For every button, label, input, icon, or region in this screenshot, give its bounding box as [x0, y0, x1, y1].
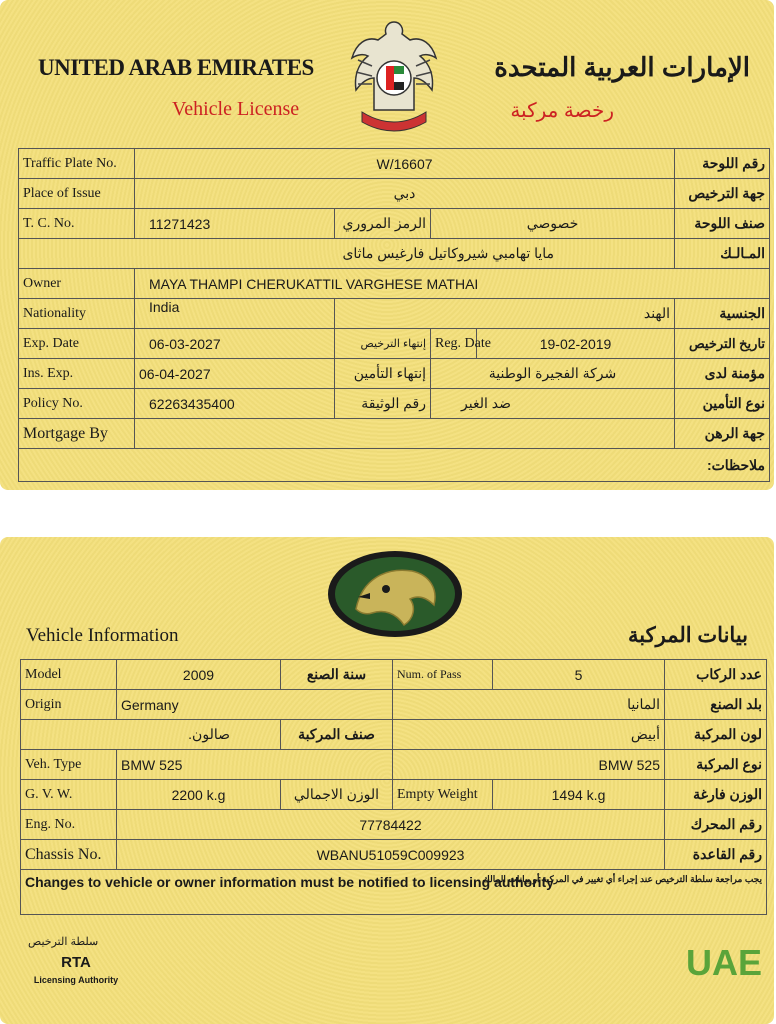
- vehicle-type-label-ar: نوع المركبة: [665, 750, 767, 780]
- insurance-type-label-ar: نوع التأمين: [675, 389, 770, 419]
- table-row: [21, 660, 767, 690]
- mortgage-label-en: Mortgage By: [19, 419, 135, 449]
- traffic-code-label-ar: الرمز المروري: [335, 209, 431, 239]
- vehicle-info-title-ar: بيانات المركبة: [628, 624, 748, 647]
- nationality-value: India: [135, 299, 335, 329]
- num-pass-label-en: Num. of Pass: [393, 660, 493, 690]
- authority-abbrev: RTA: [61, 954, 91, 971]
- table-row: [21, 810, 767, 840]
- license-title-en: Vehicle License: [172, 98, 300, 120]
- vehicle-type-value-right: BMW 525: [393, 750, 665, 780]
- mortgage-value: [135, 419, 675, 449]
- table-row: [21, 870, 767, 915]
- ins-exp-label-en: Ins. Exp.: [19, 359, 135, 389]
- colour-value: أبيض: [393, 720, 665, 750]
- vehicle-info-title-en: Vehicle Information: [26, 625, 179, 646]
- plate-label-en: Traffic Plate No.: [19, 149, 135, 179]
- table-row: [19, 389, 770, 419]
- owner-label-ar: المـالـك: [675, 239, 770, 269]
- country-code: UAE: [685, 942, 762, 983]
- empty-weight-label-en: Empty Weight: [393, 780, 493, 810]
- tc-label-en: T. C. No.: [19, 209, 135, 239]
- table-row: [19, 419, 770, 449]
- table-row: [19, 269, 770, 299]
- table-row: [19, 359, 770, 389]
- vehicle-info-table: [20, 659, 767, 915]
- chassis-label-en: Chassis No.: [21, 840, 117, 870]
- mortgage-label-ar: جهة الرهن: [675, 419, 770, 449]
- table-row: [19, 329, 770, 359]
- license-back-card: [0, 537, 774, 1024]
- falcon-logo-icon: [326, 549, 464, 639]
- engine-number-value: 77784422: [117, 810, 665, 840]
- table-row: [21, 720, 767, 750]
- plate-class-value: خصوصي: [431, 209, 675, 239]
- authority-en: Licensing Authority: [33, 975, 119, 985]
- policy-number-label-ar: رقم الوثيقة: [335, 389, 431, 419]
- colour-label-ar: لون المركبة: [665, 720, 767, 750]
- reg-date-value: 19-02-2019: [477, 329, 675, 359]
- ins-exp-value: 06-04-2027: [135, 359, 335, 389]
- owner-name-ar-value: مايا تهامبي شيروكاتيل فارغيس ماثاى: [19, 239, 675, 269]
- origin-label-en: Origin: [21, 690, 117, 720]
- gvw-label-en: G. V. W.: [21, 780, 117, 810]
- plate-number-value: W/16607: [135, 149, 675, 179]
- num-pass-value: 5: [493, 660, 665, 690]
- owner-name-value: MAYA THAMPI CHERUKATTIL VARGHESE MATHAI: [135, 269, 770, 299]
- gvw-value: 2200 k.g: [117, 780, 281, 810]
- engine-label-en: Eng. No.: [21, 810, 117, 840]
- table-row: [19, 239, 770, 269]
- origin-value: Germany: [117, 690, 393, 720]
- country-name-en: UNITED ARAB EMIRATES: [38, 55, 314, 80]
- insured-by-label-ar: مؤمنة لدى: [675, 359, 770, 389]
- vehicle-class-value: صالون.: [21, 720, 281, 750]
- num-pass-label-ar: عدد الركاب: [665, 660, 767, 690]
- table-row: [21, 750, 767, 780]
- table-row: [21, 780, 767, 810]
- vehicle-type-label-en: Veh. Type: [21, 750, 117, 780]
- table-row: [21, 690, 767, 720]
- authority-ar: سلطة الترخيص: [28, 936, 99, 948]
- empty-weight-label-ar: الوزن فارغة: [665, 780, 767, 810]
- nationality-value-ar: الهند: [335, 299, 675, 329]
- place-value: دبي: [135, 179, 675, 209]
- policy-number-value: 62263435400: [135, 389, 335, 419]
- license-front-card: [0, 0, 774, 490]
- vehicle-type-value: BMW 525: [117, 750, 393, 780]
- origin-label-ar: بلد الصنع: [665, 690, 767, 720]
- license-details-table: [18, 148, 770, 482]
- plate-label-ar: رقم اللوحة: [675, 149, 770, 179]
- place-label-ar: جهة الترخيص: [675, 179, 770, 209]
- vehicle-class-label-ar: صنف المركبة: [281, 720, 393, 750]
- exp-date-value: 06-03-2027: [135, 329, 335, 359]
- plate-class-label-ar: صنف اللوحة: [675, 209, 770, 239]
- remarks-label-ar: ملاحظات:: [19, 449, 770, 482]
- country-name-ar: الإمارات العربية المتحدة: [494, 52, 750, 82]
- engine-label-ar: رقم المحرك: [665, 810, 767, 840]
- table-row: [19, 149, 770, 179]
- insurance-type-value: ضد الغير: [431, 389, 675, 419]
- insurance-expiry-label-ar: إنتهاء التأمين: [335, 359, 431, 389]
- exp-date-label-en: Exp. Date: [19, 329, 135, 359]
- table-row: [21, 840, 767, 870]
- table-row: [19, 209, 770, 239]
- table-row: [19, 449, 770, 482]
- owner-label-en: Owner: [19, 269, 135, 299]
- place-label-en: Place of Issue: [19, 179, 135, 209]
- nationality-label-en: Nationality: [19, 299, 135, 329]
- license-expiry-label-ar: إنتهاء الترخيص: [335, 329, 431, 359]
- notice-ar: يجب مراجعة سلطة الترخيص عند إجراء أي تغيير في المركبة أو بيانات المالك: [393, 870, 767, 915]
- gross-weight-label-ar: الوزن الاجمالي: [281, 780, 393, 810]
- tc-number-value: 11271423: [135, 209, 335, 239]
- table-row: [19, 299, 770, 329]
- uae-falcon-emblem-icon: [348, 14, 440, 134]
- empty-weight-value: 1494 k.g: [493, 780, 665, 810]
- manufacture-year-label-ar: سنة الصنع: [281, 660, 393, 690]
- reg-date-label-en: Reg. Date: [431, 329, 477, 359]
- table-row: [19, 179, 770, 209]
- origin-value-ar: المانيا: [393, 690, 665, 720]
- nationality-label-ar: الجنسية: [675, 299, 770, 329]
- authority-block: [26, 935, 126, 985]
- license-title-ar: رخصة مركبة: [510, 100, 614, 122]
- model-label-en: Model: [21, 660, 117, 690]
- policy-label-en: Policy No.: [19, 389, 135, 419]
- notice-en: Changes to vehicle or owner information must be notified to licensing authority: [21, 870, 393, 915]
- chassis-number-value: WBANU51059C009923: [117, 840, 665, 870]
- model-year-value: 2009: [117, 660, 281, 690]
- reg-date-label-ar: تاريخ الترخيص: [675, 329, 770, 359]
- insurer-value: شركة الفجيرة الوطنية: [431, 359, 675, 389]
- chassis-label-ar: رقم القاعدة: [665, 840, 767, 870]
